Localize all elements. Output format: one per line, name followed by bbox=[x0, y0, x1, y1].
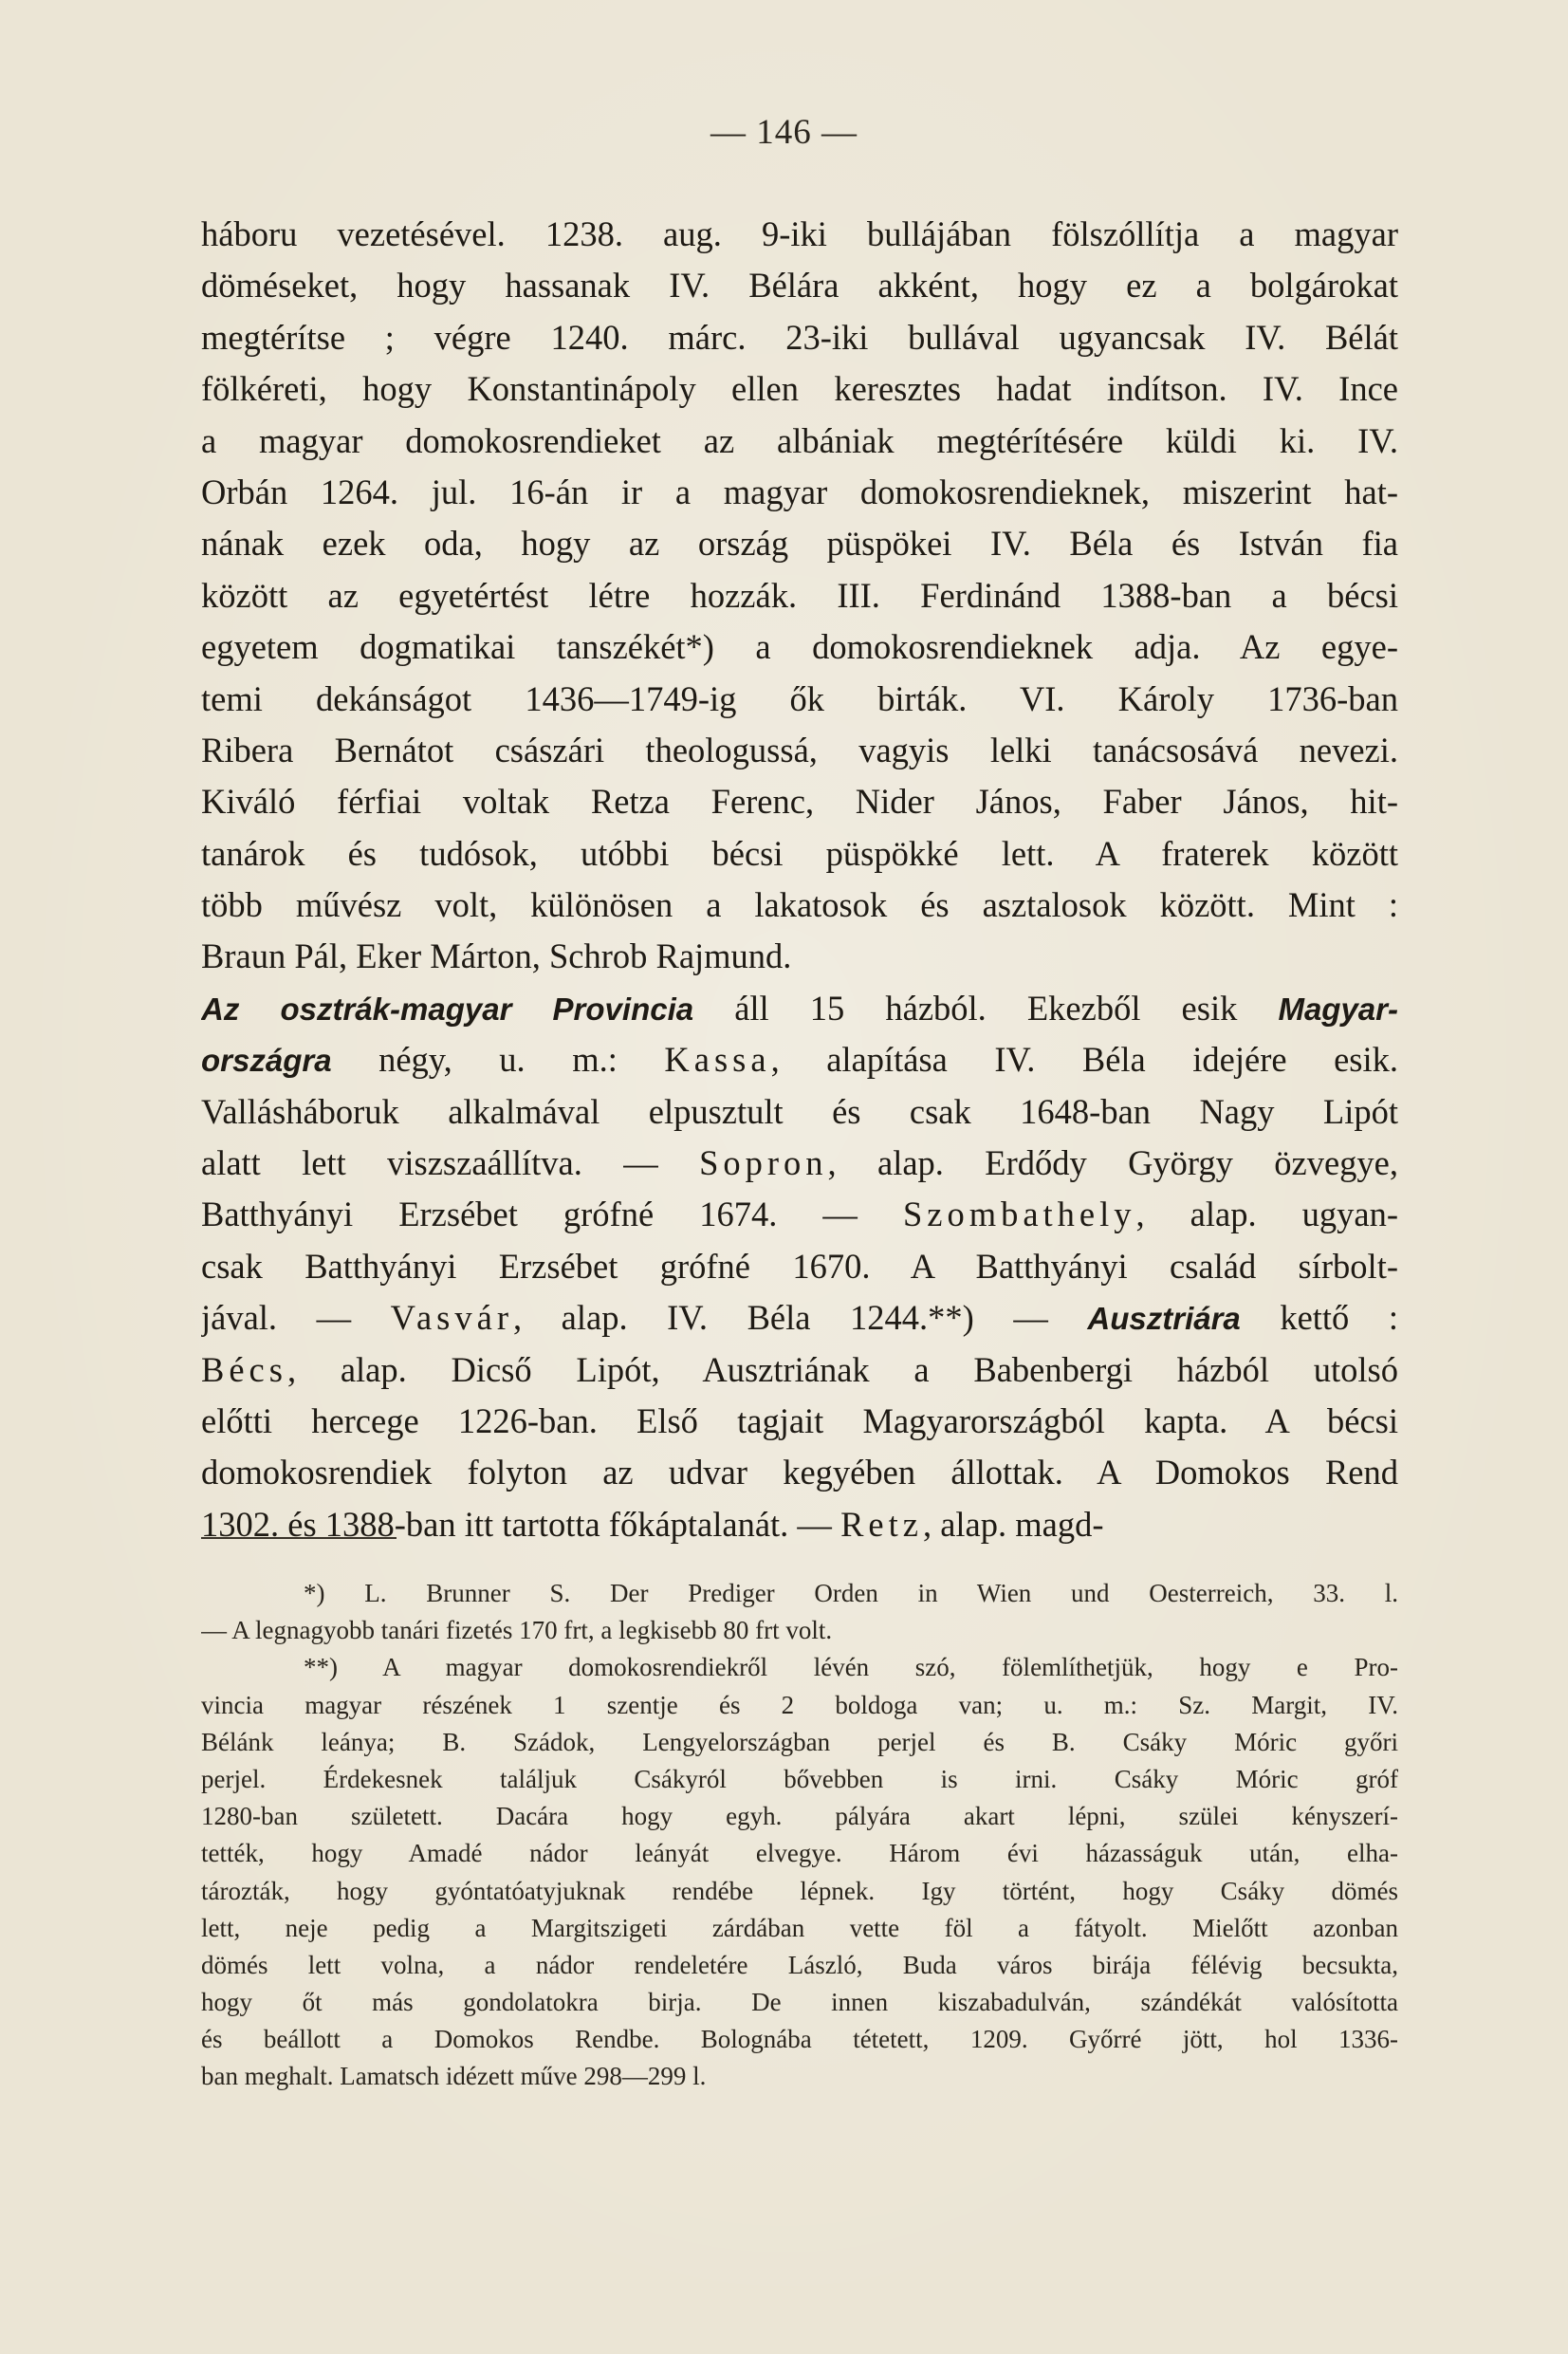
text-line bbox=[201, 1292, 1398, 1344]
text-line: domokosrendiek folyton az udvar kegyében állottak. A Domokos Rend bbox=[201, 1453, 1398, 1492]
text-run: , alap. Erdődy György özvegye, bbox=[827, 1143, 1398, 1183]
text-run: négy, u. m.: bbox=[331, 1040, 665, 1080]
text-line: megtérítse ; végre 1240. márc. 23-iki bullával ugyancsak IV. Bélát bbox=[201, 317, 1398, 357]
text-line: előtti hercege 1226-ban. Első tagjait Magyarországból kapta. A bécsi bbox=[201, 1400, 1398, 1440]
footnote-line: ban meghalt. Lamatsch idézett műve 298—299 l. bbox=[201, 2062, 707, 2091]
text-line: egyetem dogmatikai tanszékét*) a domokosrendieknek adja. Az egye- bbox=[201, 627, 1398, 667]
text-line: a magyar domokosrendieket az albániak megtérítésére küldi ki. IV. bbox=[201, 420, 1398, 460]
text-run: jával. — bbox=[201, 1298, 391, 1338]
italic-term: Ausztriára bbox=[1087, 1301, 1241, 1337]
footnote-line: hogy őt más gondolatokra birja. De innen kiszabadulván, szándékát valósította bbox=[201, 1988, 1398, 2017]
footnote-line: perjel. Érdekesnek találjuk Csákyról bővebben is irni. Csáky Móric gróf bbox=[201, 1764, 1398, 1793]
footnote-line: **) A magyar domokosrendiekről lévén szó, fölemlíthetjük, hogy e Pro- bbox=[304, 1653, 1398, 1682]
text-line: Orbán 1264. jul. 16-án ir a magyar domokosrendieknek, miszerint hat- bbox=[201, 472, 1398, 511]
footnote-line: *) L. Brunner S. Der Prediger Orden in Wien und Oesterreich, 33. l. bbox=[304, 1579, 1398, 1607]
text-run: 1302. és 1388-ban itt tartotta főkáptalanát. — bbox=[201, 1504, 841, 1544]
spaced-place-name: Szombathely bbox=[902, 1195, 1136, 1234]
footnote-line: tették, hogy Amadé nádor leányát elvegye. Három évi házasságuk után, elha- bbox=[201, 1839, 1398, 1868]
page-number: — 146 — bbox=[710, 113, 858, 152]
text-run: , alap. Dicső Lipót, Ausztriának a Babenbergi házból utolsó bbox=[286, 1349, 1398, 1389]
text-run: , alapítása IV. Béla idejére esik. bbox=[770, 1040, 1398, 1080]
footnote-line: lett, neje pedig a Margitszigeti zárdában vette föl a fátyolt. Mielőtt azonban bbox=[201, 1913, 1398, 1942]
spaced-place-name: Vasvár bbox=[390, 1298, 513, 1338]
footnote-line: és beállott a Domokos Rendbe. Bolognába tétetett, 1209. Győrré jött, hol 1336- bbox=[201, 2025, 1398, 2054]
text-run: alatt lett viszszaállítva. — bbox=[201, 1143, 700, 1183]
text-line: több művész volt, különösen a lakatosok és asztalosok között. Mint : bbox=[201, 885, 1398, 925]
text-run: , alap. magd- bbox=[922, 1504, 1104, 1544]
spaced-place-name: Kassa bbox=[664, 1040, 771, 1080]
italic-term: Magyar- bbox=[1278, 991, 1398, 1027]
text-line bbox=[201, 1189, 1398, 1240]
text-line bbox=[201, 1499, 1398, 1550]
text-run: áll 15 házból. Ekezből esik bbox=[693, 988, 1279, 1028]
text-line bbox=[201, 1344, 1398, 1396]
italic-term: országra bbox=[201, 1043, 332, 1079]
footnote-divider bbox=[201, 1537, 397, 1539]
spaced-place-name: Bécs bbox=[201, 1349, 287, 1389]
footnote-line: — A legnagyobb tanári fizetés 170 frt, a legkisebb 80 frt volt. bbox=[201, 1616, 833, 1645]
spaced-place-name: Sopron bbox=[699, 1143, 828, 1183]
text-line: Vallásháboruk alkalmával elpusztult és csak 1648-ban Nagy Lipót bbox=[201, 1091, 1398, 1131]
text-run: , alap. ugyan- bbox=[1135, 1195, 1398, 1234]
text-line: Braun Pál, Eker Márton, Schrob Rajmund. bbox=[201, 936, 792, 976]
text-line: Ribera Bernátot császári theologussá, vagyis lelki tanácsosává nevezi. bbox=[201, 730, 1398, 769]
text-line bbox=[201, 1034, 1398, 1085]
text-line: döméseket, hogy hassanak IV. Bélára akként, hogy ez a bolgárokat bbox=[201, 266, 1398, 306]
italic-term: Az osztrák-magyar Provincia bbox=[201, 991, 694, 1027]
text-line: nának ezek oda, hogy az ország püspökei IV. Béla és István fia bbox=[201, 524, 1398, 564]
text-line: között az egyetértést létre hozzák. III. Ferdinánd 1388-ban a bécsi bbox=[201, 575, 1398, 615]
text-line: fölkéreti, hogy Konstantinápoly ellen keresztes hadat indítson. IV. Ince bbox=[201, 369, 1398, 409]
text-run: Batthyányi Erzsébet grófné 1674. — bbox=[201, 1195, 903, 1234]
footnote-line: Bélánk leánya; B. Szádok, Lengyelországban perjel és B. Csáky Móric győri bbox=[201, 1727, 1398, 1756]
text-line: háboru vezetésével. 1238. aug. 9-iki bullájában fölszóllítja a magyar bbox=[201, 214, 1398, 253]
footnote-line: tározták, hogy gyóntatóatyjuknak rendébe lépnek. Igy történt, hogy Csáky dömés bbox=[201, 1876, 1398, 1905]
spaced-place-name: Retz bbox=[840, 1504, 923, 1544]
text-run: kettő : bbox=[1240, 1298, 1398, 1338]
text-line bbox=[201, 983, 1398, 1034]
footnotes bbox=[201, 1575, 1398, 2096]
footnote-line: dömés lett volna, a nádor rendeletére László, Buda város birája félévig becsukta, bbox=[201, 1950, 1398, 1979]
text-line: csak Batthyányi Erzsébet grófné 1670. A Batthyányi család sírbolt- bbox=[201, 1246, 1398, 1286]
footnote-line: 1280-ban született. Dacára hogy egyh. pályára akart lépni, szülei kényszerí- bbox=[201, 1802, 1398, 1831]
main-text bbox=[201, 209, 1398, 1550]
text-line: Kiváló férfiai voltak Retza Ferenc, Nider János, Faber János, hit- bbox=[201, 782, 1398, 822]
text-line: tanárok és tudósok, utóbbi bécsi püspökké lett. A fraterek között bbox=[201, 833, 1398, 873]
footnote-line: vincia magyar részének 1 szentje és 2 boldoga van; u. m.: Sz. Margit, IV. bbox=[201, 1690, 1398, 1719]
text-line: temi dekánságot 1436—1749-ig ők birták. VI. Károly 1736-ban bbox=[201, 678, 1398, 718]
text-run: , alap. IV. Béla 1244.**) — bbox=[512, 1298, 1088, 1338]
text-line bbox=[201, 1138, 1398, 1189]
